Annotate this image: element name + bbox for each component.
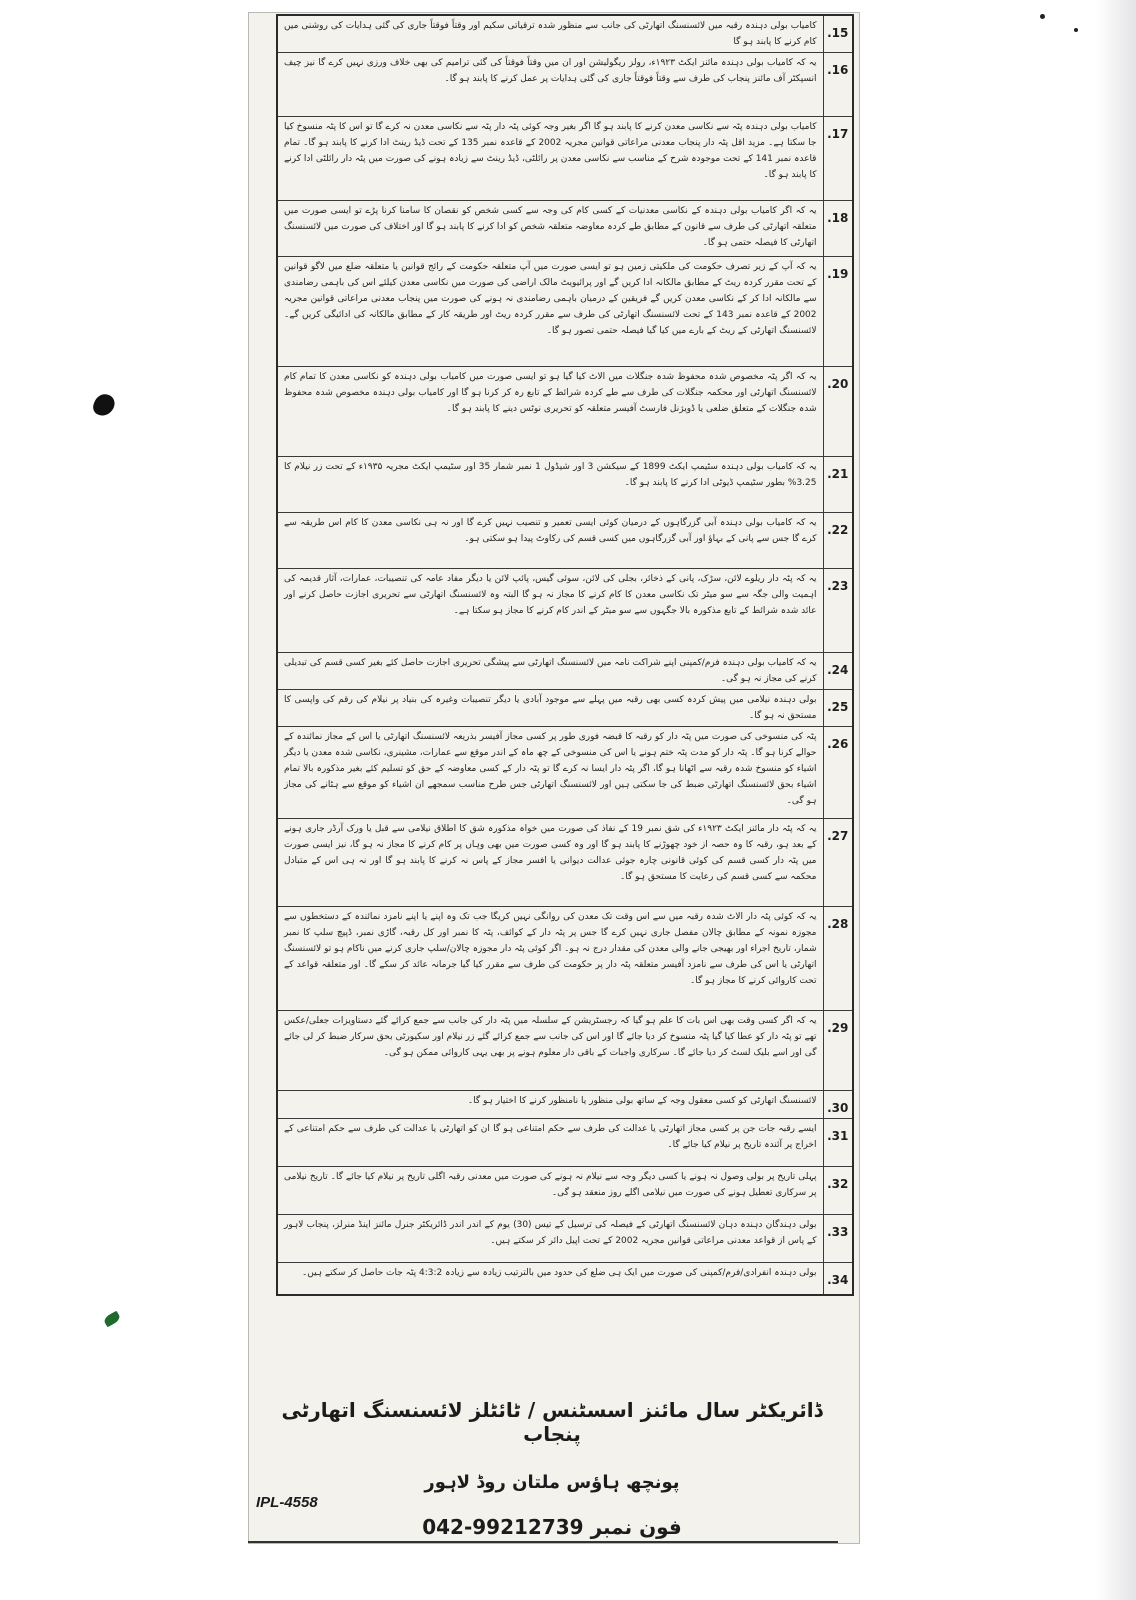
phone-line — [252, 1515, 852, 1539]
term-row — [277, 653, 853, 690]
term-text: یہ کہ کامیاب بولی دہندہ فرم/کمپنی اپنے شراکت نامہ میں لائسنسنگ اتھارٹی سے پیشگی تحریری اجازت حاصل کئے بغیر کسی قسم کی تبدیلی کرنے کی مجاز نہ ہو گی۔ — [277, 653, 823, 690]
term-row — [277, 15, 853, 53]
office-address: پونچھ ہاؤس ملتان روڈ لاہور — [424, 1472, 680, 1493]
term-row — [277, 1091, 853, 1119]
term-row — [277, 819, 853, 907]
bottom-rule — [248, 1541, 838, 1543]
term-row — [277, 1263, 853, 1295]
term-text: یہ کہ پٹہ دار مائنز ایکٹ ۱۹۲۳ء کی شق نمبر 19 کے نفاذ کی صورت میں خواہ مذکورہ شق کا اطلاق نیلامی سے قبل یا ورک آرڈر جاری ہونے کے بعد ہو، رقبہ کا وہ حصہ از خود چھوڑنے کا پابند ہو گا اور وہ کسی صورت میں بھی وہاں پر کام کرنے کا مجاز نہ ہو گا، نیز ایسی صورت میں پٹہ دار کسی قسم کی کوئی قانونی چارہ جوئی عدالت دیوانی یا افسر مجاز کے پاس نہ کرنے کا پابند ہو گا اور نہ ہی اس کے متبادل محکمہ سے کسی قسم کی رعایت کا مستحق ہو گا۔ — [277, 819, 823, 907]
leaf-speck — [103, 1311, 122, 1328]
term-row — [277, 1215, 853, 1263]
term-number: 34. — [823, 1263, 853, 1295]
term-text: کامیاب بولی دہندہ رقبہ میں لائسنسنگ اتھارٹی کی جانب سے منظور شدہ ترقیاتی سکیم اور وقتاً فوقتاً جاری کی گئی ہدایات کی روشنی میں کام کرنے کا پابند ہو گا — [277, 15, 823, 53]
term-number: 26. — [823, 727, 853, 819]
term-row — [277, 907, 853, 1011]
term-number: 20. — [823, 367, 853, 457]
term-number: 27. — [823, 819, 853, 907]
term-text: بولی دہندہ انفرادی/فرم/کمپنی کی صورت میں ایک ہی ضلع کی حدود میں بالترتیب زیادہ سے زیادہ 4:3:2 پٹہ جات حاصل کر سکتے ہیں۔ — [277, 1263, 823, 1295]
term-number: 33. — [823, 1215, 853, 1263]
term-row — [277, 1167, 853, 1215]
term-text: ایسے رقبہ جات جن پر کسی مجاز اتھارٹی یا عدالت کی طرف سے حکم امتناعی ہو گا ان کو اتھارٹی یا عدالت کی طرف سے حکم امتناعی کے اخراج پر آئندہ تاریخ پر نیلام کیا جائے گا۔ — [277, 1119, 823, 1167]
term-text: یہ کہ پٹہ دار ریلوے لائن، سڑک، پانی کے ذخائر، بجلی کی لائن، سوئی گیس، پائپ لائن یا دیگر مفاد عامہ کی تنصیبات، عمارات، آثار قدیمہ کی اہمیت والی جگہ سے سو میٹر تک نکاسی معدن کا کام کرنے کا مجاز نہ ہو گا البتہ وہ لائسنسنگ اتھارٹی سے تحریری اجازت حاصل کرنے اور عائد شدہ شرائط کے تابع مذکورہ بالا جگہوں سے سو میٹر کے اندر کام کرنے کا مجاز ہو سکتا ہے۔ — [277, 569, 823, 653]
term-text: بولی دہندگان دہندہ دہان لائسنسنگ اتھارٹی کے فیصلہ کی ترسیل کے تیس (30) یوم کے اندر اندر ڈائریکٹر جنرل مائنز اینڈ منرلز، پنجاب لاہور کے پاس از قواعد معدنی مراعاتی قوانین مجریہ 2002 کے تحت اپیل دائر کر سکتے ہیں۔ — [277, 1215, 823, 1263]
term-number: 32. — [823, 1167, 853, 1215]
term-row — [277, 457, 853, 513]
term-number: 22. — [823, 513, 853, 569]
term-number: 23. — [823, 569, 853, 653]
term-number: 15. — [823, 15, 853, 53]
terms-table — [276, 14, 854, 1296]
term-row — [277, 569, 853, 653]
term-text: بولی دہندہ نیلامی میں پیش کردہ کسی بھی رقبہ میں پہلے سے موجود آبادی یا دیگر تنصیبات وغیرہ کی بنیاد پر نیلام کی رقم کی واپسی کا مستحق نہ ہو گا۔ — [277, 690, 823, 727]
term-number: 30. — [823, 1091, 853, 1119]
ink-blot — [91, 391, 117, 419]
term-text: یہ کہ آپ کے زیر تصرف حکومت کی ملکیتی زمین ہو تو ایسی صورت میں آپ متعلقہ حکومت کے رائج قوانین یا متعلقہ ضلع میں لاگو قوانین کے تحت مقرر کردہ ریٹ کے مطابق مالکانہ ادا کریں گے اور پرائیویٹ مالک اراضی کی صورت میں نکاسی معدن کیلئے اس کی باہمی رضامندی سے مالکانہ ادا کر کے نکاسی معدن کریں گے فریقین کے درمیان باہمی رضامندی نہ ہونے کی صورت میں پنجاب معدنی مراعاتی قوانین مجریہ 2002 کے قاعدہ نمبر 143 کے تحت لائسنسنگ اتھارٹی کی طرف سے مقرر کردہ ریٹ اور طریقہ کار کے مطابق مالکانہ کی ادائیگی کریں گے۔ لائسنسنگ اتھارٹی کے ریٹ کے بارے میں کیا گیا فیصلہ حتمی تصور ہو گا۔ — [277, 257, 823, 367]
term-text: یہ کہ کامیاب بولی دہندہ سٹیمپ ایکٹ 1899 کے سیکشن 3 اور شیڈول 1 نمبر شمار 35 اور سٹیمپ ایکٹ مجریہ ۱۹۳۵ء کے تحت زر نیلام کا 3.25% بطور سٹیمپ ڈیوٹی ادا کرنے کا پابند ہو گا۔ — [277, 457, 823, 513]
term-number: 31. — [823, 1119, 853, 1167]
phone-label: فون نمبر — [590, 1515, 682, 1539]
advertisement-footer — [252, 1398, 852, 1539]
term-row — [277, 53, 853, 117]
term-text: یہ کہ اگر پٹہ مخصوص شدہ محفوظ شدہ جنگلات میں الاٹ کیا گیا ہو تو ایسی صورت میں کامیاب بولی دہندہ کو نکاسی معدن کا تمام کام لائسنسنگ اتھارٹی اور محکمہ جنگلات کی طرف سے طے کردہ شرائط کے تابع رہ کر کرنا ہو گا اور کامیاب بولی دہندہ مخصوص شدہ محفوظ شدہ جنگلات کے متعلق ضلعی یا ڈویژنل فارسٹ آفیسر متعلقہ کو تحریری نوٹس دینے کا پابند ہو گا۔ — [277, 367, 823, 457]
term-row — [277, 1011, 853, 1091]
term-text: یہ کہ کوئی پٹہ دار الاٹ شدہ رقبہ میں سے اس وقت تک معدن کی روانگی نہیں کریگا جب تک وہ اپنے یا اپنے نامزد نمائندہ کے دستخطوں سے مجوزہ نمونہ کے مطابق چالان مفصل جاری نہیں کرے گا جس پر پٹہ دار کے کوائف، پٹہ کا نمبر اور کل رقبہ، گاڑی نمبر، ڈپیچ سلپ کا نمبر شمار، تاریخ اجراء اور بھیجی جانے والی معدن کی مقدار درج نہ ہو۔ اگر کوئی پٹہ دار مجوزہ چالان/سلپ جاری کرنے میں ناکام ہو تو لائسنسنگ اتھارٹی یا اس کی طرف سے نامزد آفیسر متعلقہ پٹہ دار پر حکومت کی طرف سے مقرر کیا گیا جرمانہ عائد کر سکے گا۔ اور متعلقہ قواعد کے تحت کاروائی کرنے کا مجاز ہو گا۔ — [277, 907, 823, 1011]
term-number: 21. — [823, 457, 853, 513]
dust-speck — [1074, 28, 1078, 32]
term-text: لائسنسنگ اتھارٹی کو کسی معقول وجہ کے ساتھ بولی منظور یا نامنظور کرنے کا اختیار ہو گا۔ — [277, 1091, 823, 1119]
term-number: 18. — [823, 201, 853, 257]
term-text: یہ کہ کامیاب بولی دہندہ آبی گزرگاہوں کے درمیان کوئی ایسی تعمیر و تنصیب نہیں کرے گا اور نہ ہی نکاسی معدن کا کام اس طریقہ سے کرے گا جس سے پانی کے بہاؤ اور آبی گزرگاہوں میں کسی قسم کی رکاوٹ پیدا ہو سکتی ہو۔ — [277, 513, 823, 569]
term-row — [277, 117, 853, 201]
term-row — [277, 257, 853, 367]
term-text: پٹہ کی منسوخی کی صورت میں پٹہ دار کو رقبہ کا قبضہ فوری طور پر کسی مجاز آفیسر بذریعہ لائسنسنگ اتھارٹی یا اس کے مجاز نمائندہ کے حوالے کرنا ہو گا۔ پٹہ دار کو مدت پٹہ ختم ہونے یا اس کی منسوخی کے چھ ماہ کے اندر موقع سے عمارات، مشینری، نکاسی شدہ معدن یا دیگر اشیاء کو منسوخ شدہ رقبہ سے اٹھانا ہو گا، اگر پٹہ دار ایسا نہ کرے گا تو پٹہ دار کے کسی معاوضہ کے حق کو تسلیم کئے بغیر مذکورہ بالا تمام اشیاء بحق لائسنسنگ اتھارٹی ضبط کی جا سکتی ہیں اور لائسنسنگ اتھارٹی جس طرح مناسب سمجھے ان اشیاء کو موقع سے ہٹانے کی مجاز ہو گی۔ — [277, 727, 823, 819]
term-text: کامیاب بولی دہندہ پٹہ سے نکاسی معدن کرنے کا پابند ہو گا اگر بغیر وجہ کوئی پٹہ دار پٹہ سے نکاسی معدن نہ کرے گا تو اس کا پٹہ منسوخ کیا جا سکتا ہے۔ مزید اقل پٹہ دار پنجاب معدنی مراعاتی قوانین مجریہ 2002 کے قاعدہ نمبر 135 کے تحت ڈیڈ رینٹ ادا کرنے کا پابند ہو گا۔ تمام قاعدہ نمبر 141 کے تحت موجودہ شرح کے مناسب سے نکاسی معدن پر رائلٹی، ڈیڈ رینٹ سے زیادہ ہونے کی صورت میں پٹہ دار رائلٹی ادا کرنے کا پابند ہو گا۔ — [277, 117, 823, 201]
term-text: یہ کہ اگر کامیاب بولی دہندہ کے نکاسی معدنیات کے کسی کام کی وجہ سے کسی شخص کو نقصان کا سامنا کرنا پڑے تو ایسی صورت میں متعلقہ اتھارٹی کی طرف سے قانون کے مطابق طے کردہ معاوضہ متعلقہ شخص کو ادا کرنے کا پابند ہو گا اور اختلاف کی صورت میں لائسنسنگ اتھارٹی کا فیصلہ حتمی ہو گا۔ — [277, 201, 823, 257]
term-text: یہ کہ اگر کسی وقت بھی اس بات کا علم ہو گیا کہ رجسٹریشن کے سلسلہ میں پٹہ دار کی جانب سے جمع کرائے گئے دستاویزات جعلی/عکس تھے تو پٹہ دار کو عطا کیا گیا پٹہ منسوخ کر دیا جائے گا اور اس کی جانب سے جمع کرائے گئے زر نیلام اور سکیورٹی بحق سرکار ضبط کر لی جائے گی اور اسے بلیک لسٹ کر دیا جائے گا۔ سرکاری واجبات کے باقی دار معلوم ہونے پر بھی یہی کاروائی ممکن ہو گی۔ — [277, 1011, 823, 1091]
term-row — [277, 727, 853, 819]
ad-reference-code: IPL-4558 — [256, 1494, 318, 1511]
term-text: یہ کہ کامیاب بولی دہندہ مائنز ایکٹ ۱۹۲۳ء، رولز ریگولیشن اور ان میں وقتاً فوقتاً کی گئی ترامیم کی بھی خلاف ورزی نہیں کرے گا نیز چیف انسپکٹر آف مائنز پنجاب کی طرف سے وقتاً فوقتاً جاری کی گئی ہدایات پر عمل کرنے کا پابند ہو گا۔ — [277, 53, 823, 117]
term-number: 29. — [823, 1011, 853, 1091]
term-number: 16. — [823, 53, 853, 117]
issuing-authority: ڈائریکٹر سال مائنز اسسٹنس / ٹائٹلز لائسنسنگ اتھارٹی پنجاب — [281, 1398, 823, 1446]
term-number: 17. — [823, 117, 853, 201]
term-number: 24. — [823, 653, 853, 690]
dust-speck — [1040, 14, 1045, 19]
scan-edge-shadow — [1096, 0, 1136, 1600]
term-row — [277, 367, 853, 457]
term-row — [277, 513, 853, 569]
term-number: 19. — [823, 257, 853, 367]
term-number: 28. — [823, 907, 853, 1011]
term-number: 25. — [823, 690, 853, 727]
term-row — [277, 690, 853, 727]
term-text: پہلی تاریخ پر بولی وصول نہ ہونے یا کسی دیگر وجہ سے نیلام نہ ہونے کی صورت میں معدنی رقبہ اگلی تاریخ پر نیلام کیا جائے گا۔ تاریخ نیلامی پر سرکاری تعطیل ہونے کی صورت میں نیلامی اگلے روز منعقد ہو گی۔ — [277, 1167, 823, 1215]
term-row — [277, 1119, 853, 1167]
term-row — [277, 201, 853, 257]
phone-number: 042-99212739 — [422, 1515, 584, 1539]
